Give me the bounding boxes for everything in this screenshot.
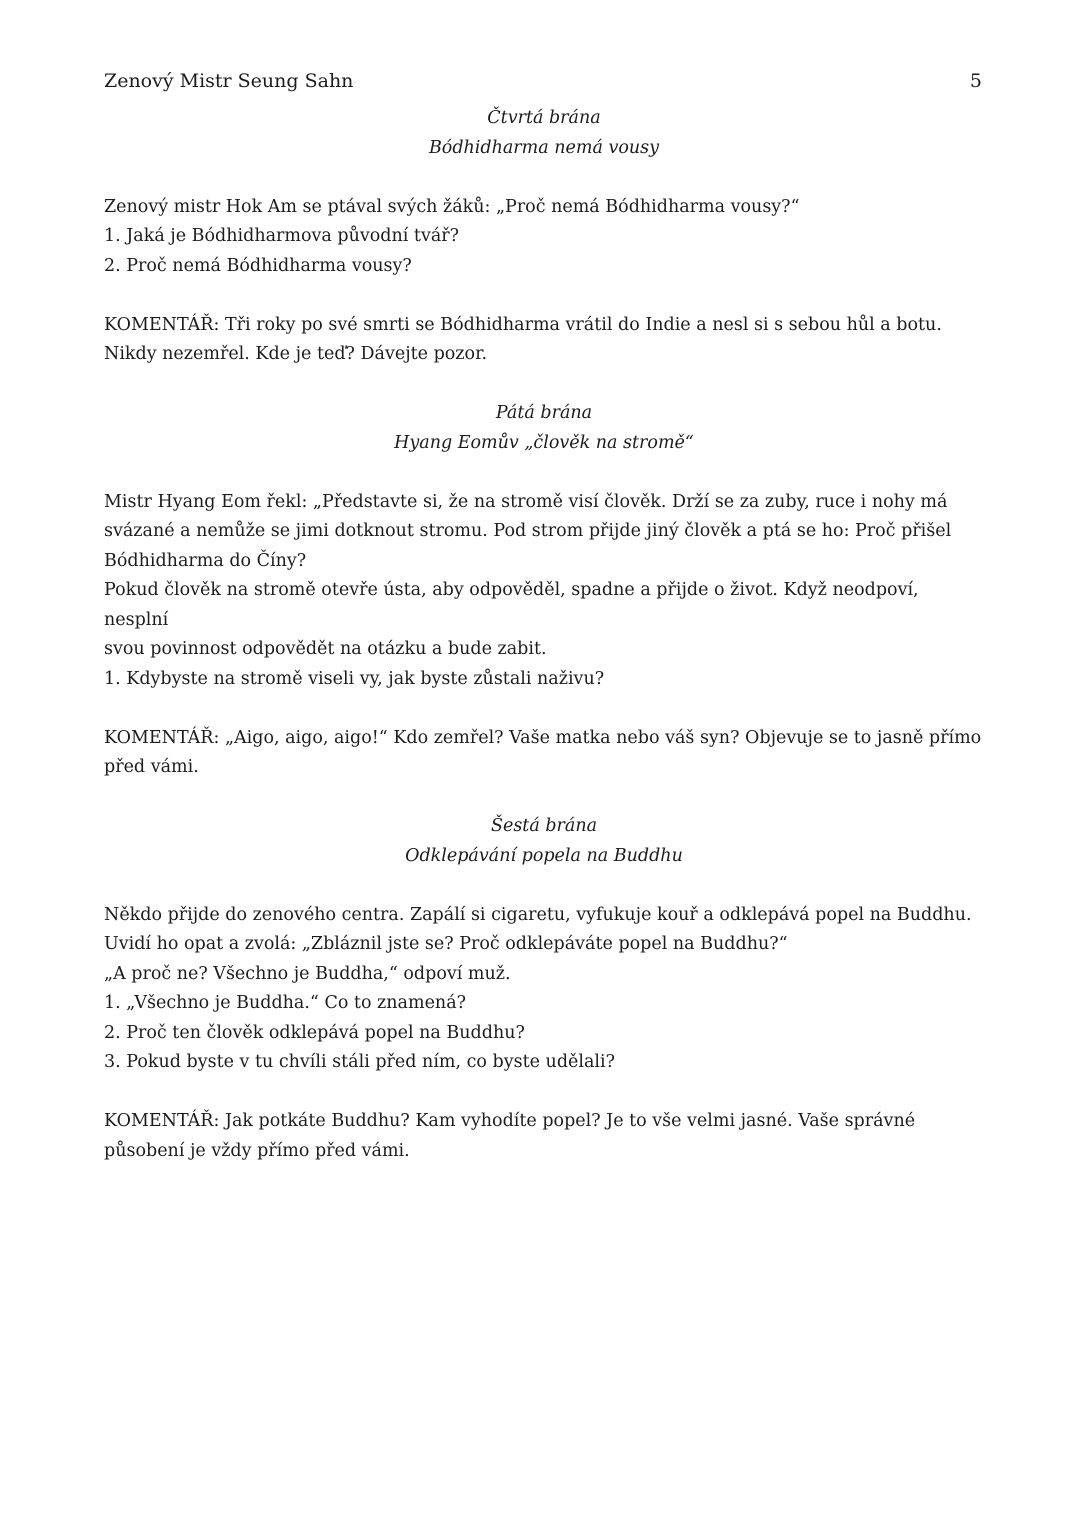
gate-4-question-2: 2. Proč nemá Bódhidharma vousy?: [104, 255, 412, 276]
spacer: [104, 783, 984, 813]
gate-6-line-1: Někdo přijde do zenového centra. Zapálí si cigaretu, vyfukuje kouř a odklepává popel na Buddhu.: [104, 904, 972, 925]
gate-4-comment-line-2: Nikdy nezemřel. Kde je teď? Dávejte pozor.: [104, 344, 488, 364]
gate-5-subtitle: Hyang Eomův „člověk na stromě“: [394, 432, 694, 453]
gate-6-line-2: Uvidí ho opat a zvolá: „Zbláznil jste se? Proč odklepáváte popel na Buddhu?“: [104, 934, 788, 954]
gate-6-comment-line-1: KOMENTÁŘ: Jak potkáte Buddhu? Kam vyhodíte popel? Je to vše velmi jasné. Vaše správné: [104, 1111, 916, 1131]
gate-6-title: Šestá brána: [490, 816, 598, 836]
gate-4-subtitle: Bódhidharma nemá vousy: [428, 137, 660, 158]
gate-5-heading: [104, 399, 984, 458]
spacer: [104, 458, 984, 488]
gate-5-comment-line-2: před vámi.: [104, 757, 199, 777]
spacer: [104, 871, 984, 901]
gate-5-line-3: Bódhidharma do Číny?: [104, 550, 307, 571]
gate-4-question-1: 1. Jaká je Bódhidharmova původní tvář?: [104, 226, 460, 246]
gate-4-comment-line-1: KOMENTÁŘ: Tři roky po své smrti se Bódhidharma vrátil do Indie a nesl si s sebou hůl a botu.: [104, 314, 942, 335]
gate-5-comment-line-1: KOMENTÁŘ: „Aigo, aigo, aigo!“ Kdo zemřel? Vaše matka nebo váš syn? Objevuje se to jasně přímo: [104, 727, 982, 748]
gate-5-question-1: 1. Kdybyste na stromě viseli vy, jak byste zůstali naživu?: [104, 668, 605, 689]
gate-6-question-1: 1. „Všechno je Buddha.“ Co to znamená?: [104, 993, 467, 1013]
book-title: Zenový Mistr Seung Sahn: [104, 70, 354, 92]
page-content: [104, 104, 984, 1166]
gate-4-heading: [104, 104, 984, 163]
gate-6-subtitle: Odklepávání popela na Buddhu: [405, 845, 683, 866]
gate-6-comment-line-2: působení je vždy přímo před vámi.: [104, 1140, 410, 1161]
gate-5-line-2: svázané a nemůže se jimi dotknout stromu. Pod strom přijde jiný člověk a ptá se ho: Proč přišel: [104, 521, 952, 541]
gate-4-title: Čtvrtá brána: [487, 108, 601, 128]
gate-5-title: Pátá brána: [495, 403, 593, 423]
spacer: [104, 163, 984, 193]
gate-6-question-2: 2. Proč ten člověk odklepává popel na Buddhu?: [104, 1022, 525, 1043]
gate-6-heading: [104, 812, 984, 871]
running-header: [104, 66, 982, 96]
gate-4-line-1: Zenový mistr Hok Am se ptával svých žáků: „Proč nemá Bódhidharma vousy?“: [104, 196, 800, 217]
spacer: [104, 370, 984, 400]
gate-5-line-1: Mistr Hyang Eom řekl: „Představte si, že na stromě visí člověk. Drží se za zuby, ruce i nohy má: [104, 491, 948, 512]
gate-6-question-3: 3. Pokud byste v tu chvíli stáli před ním, co byste udělali?: [104, 1052, 615, 1072]
page-number: 5: [969, 70, 982, 92]
spacer: [104, 694, 984, 724]
gate-5-line-4: Pokud člověk na stromě otevře ústa, aby odpověděl, spadne a přijde o život. Když neodpoví, nesplní: [104, 580, 919, 630]
gate-5-line-5: svou povinnost odpovědět na otázku a bude zabit.: [104, 639, 547, 659]
spacer: [104, 1078, 984, 1108]
spacer: [104, 281, 984, 311]
gate-6-line-3: „A proč ne? Všechno je Buddha,“ odpoví muž.: [104, 963, 511, 984]
